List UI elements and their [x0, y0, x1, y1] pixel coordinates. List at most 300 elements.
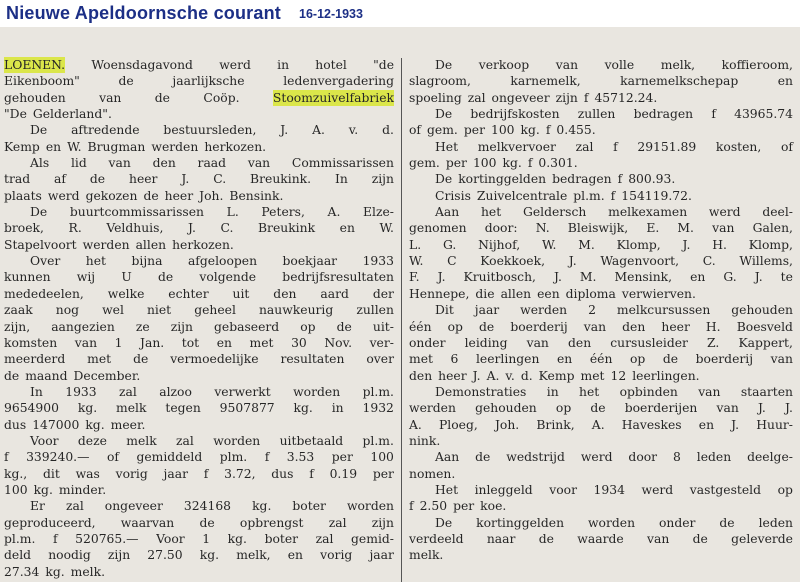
- word: met: [249, 335, 274, 350]
- word: 100: [472, 156, 497, 171]
- word: waarde: [577, 531, 624, 546]
- text-line: [4, 368, 394, 384]
- word: 0.19: [329, 466, 358, 481]
- word: vorig: [115, 466, 148, 481]
- text-line: [409, 498, 793, 514]
- word: f: [527, 156, 533, 171]
- text-line: [409, 188, 793, 204]
- word: en: [777, 74, 793, 89]
- word: 800.93.: [628, 172, 676, 187]
- word: Wagenvoort,: [600, 254, 680, 269]
- word: Klomp,: [748, 237, 793, 252]
- word: den: [567, 335, 592, 350]
- word: koe.: [480, 499, 507, 514]
- word: zijn: [555, 90, 578, 105]
- word: J.: [181, 172, 190, 187]
- text-line: [4, 286, 394, 302]
- word: opbinden: [619, 384, 678, 399]
- text-line: [4, 449, 394, 465]
- word: W.: [541, 237, 557, 252]
- text-line: [4, 515, 394, 531]
- word: met: [409, 352, 433, 367]
- word: A.: [327, 205, 341, 220]
- word: van: [74, 335, 98, 350]
- text-line: [409, 368, 793, 384]
- word: pl.m.: [4, 531, 36, 546]
- word: plm.: [219, 450, 248, 465]
- word: A.: [591, 417, 605, 432]
- text-line: [4, 319, 394, 335]
- text-line: [409, 531, 793, 547]
- text-line: [4, 466, 394, 482]
- word: Geldersch: [522, 205, 587, 220]
- word: van: [647, 531, 670, 546]
- word: onder: [409, 335, 446, 350]
- word: werd: [580, 450, 613, 465]
- word: zal: [176, 433, 194, 448]
- word: wedstrijd: [506, 450, 565, 465]
- word: Woensdagavond: [91, 58, 193, 72]
- word: De: [30, 123, 48, 138]
- word: L.: [409, 237, 422, 252]
- word: worden: [346, 499, 394, 514]
- word: zal: [328, 515, 347, 530]
- word: en: [216, 335, 232, 350]
- text-line: [4, 302, 394, 318]
- word: en: [698, 417, 715, 432]
- word: noodig: [48, 548, 91, 563]
- word: naar: [486, 531, 516, 546]
- text-line: [4, 106, 394, 122]
- word: De: [435, 172, 453, 187]
- word: zal: [65, 499, 84, 514]
- word: pl.m.: [362, 433, 394, 448]
- text-line: [4, 155, 394, 171]
- word: v.: [505, 368, 515, 383]
- word: van: [555, 58, 579, 72]
- word: kg.,: [4, 466, 28, 481]
- word: f: [4, 450, 9, 465]
- word: deel-: [762, 205, 793, 220]
- word: 2.50: [419, 499, 448, 514]
- word: "De: [4, 107, 27, 122]
- masthead: [0, 0, 800, 28]
- word: werd: [219, 58, 251, 72]
- text-line: [409, 302, 793, 318]
- text-line: [409, 515, 793, 531]
- word: per: [445, 156, 467, 171]
- word: kg.: [293, 401, 313, 416]
- word: de: [336, 319, 352, 334]
- word: 339240.—: [26, 450, 90, 465]
- word: één: [589, 352, 613, 367]
- word: de: [133, 352, 149, 367]
- word: lid: [70, 156, 87, 171]
- text-line: [409, 384, 793, 400]
- article-column-left: [4, 57, 394, 580]
- word: uitbetaald: [279, 433, 344, 448]
- word: uit-: [372, 319, 394, 334]
- column-divider: [401, 58, 402, 582]
- highlighted-word: Stoomzuivelfabriek: [272, 90, 394, 105]
- word: C: [447, 254, 457, 269]
- text-line: [4, 433, 394, 449]
- word: melk: [116, 401, 147, 416]
- word: allen: [135, 237, 167, 252]
- word: 12: [610, 368, 627, 383]
- word: De: [435, 515, 453, 530]
- word: W.: [379, 221, 394, 236]
- word: leerlingen.: [632, 368, 700, 383]
- text-line: [409, 220, 793, 236]
- word: den: [152, 156, 176, 171]
- word: Nov.: [324, 335, 353, 350]
- word: Koekkoek,: [480, 254, 546, 269]
- word: tegen: [165, 401, 201, 416]
- word: Het: [435, 482, 459, 497]
- text-line: [409, 253, 793, 269]
- word: M.: [677, 221, 694, 236]
- word: heer: [661, 319, 690, 334]
- word: Veldhuis,: [106, 221, 164, 236]
- text-line: [4, 139, 394, 155]
- word: karnemelk,: [510, 74, 581, 89]
- text-line: [4, 531, 394, 547]
- word: melk.: [409, 548, 444, 563]
- word: zal: [575, 139, 594, 154]
- word: A.: [312, 123, 325, 138]
- word: en: [45, 139, 62, 154]
- word: mededeelen,: [4, 286, 84, 301]
- word: ze: [135, 319, 150, 334]
- word: f: [711, 107, 716, 122]
- text-line: [409, 466, 793, 482]
- word: 9654900: [4, 401, 59, 416]
- word: plaats: [4, 188, 42, 203]
- word: deelge-: [747, 450, 793, 465]
- word: was: [75, 466, 100, 481]
- text-line: [409, 237, 793, 253]
- word: verkoop: [478, 58, 530, 72]
- word: gehouden: [731, 303, 793, 318]
- text-line: [409, 90, 793, 106]
- word: kosten,: [715, 139, 762, 154]
- word: wij: [76, 270, 96, 285]
- word: werden: [151, 139, 199, 154]
- text-line: [409, 139, 793, 155]
- word: de: [590, 401, 606, 416]
- word: trad: [4, 172, 31, 187]
- word: Crisis: [435, 188, 471, 203]
- word: jaar: [369, 548, 394, 563]
- word: bedragen: [552, 172, 612, 187]
- word: en: [287, 548, 304, 563]
- word: van: [99, 90, 122, 105]
- word: onder: [658, 515, 696, 530]
- highlighted-word: LOENEN.: [4, 58, 66, 72]
- word: raad: [197, 156, 227, 171]
- word: cursusleider: [610, 335, 688, 350]
- text-line: [4, 335, 394, 351]
- text-line: [409, 171, 793, 187]
- word: melk,: [236, 548, 271, 563]
- word: dit: [43, 466, 60, 481]
- word: opbrengst: [239, 515, 304, 530]
- word: Bleiswijk,: [567, 221, 629, 236]
- word: f: [545, 123, 551, 138]
- word: verwerkt: [214, 384, 271, 399]
- word: ongeveer: [104, 499, 163, 514]
- word: zijn: [371, 172, 394, 187]
- word: 8: [673, 450, 681, 465]
- word: Joh.: [199, 188, 224, 203]
- word: wel: [102, 303, 124, 318]
- text-line: [409, 319, 793, 335]
- word: C.: [702, 254, 716, 269]
- text-line: [409, 335, 793, 351]
- word: vermoedelijke: [170, 352, 259, 367]
- word: met: [580, 368, 605, 383]
- word: de: [479, 319, 495, 334]
- word: of: [106, 450, 119, 465]
- word: A.: [409, 417, 422, 432]
- word: gekozen: [85, 188, 138, 203]
- text-line: [409, 204, 793, 220]
- word: werd: [47, 188, 80, 203]
- word: Klomp,: [616, 237, 661, 252]
- word: melkvervoer: [477, 139, 556, 154]
- word: f: [610, 188, 616, 203]
- word: 147000: [32, 417, 80, 432]
- text-line: [4, 547, 394, 563]
- word: koffieroom,: [721, 58, 793, 72]
- word: Breukink.: [250, 172, 312, 187]
- word: Er: [30, 499, 45, 514]
- word: Elze-: [363, 205, 394, 220]
- text-line: [409, 122, 793, 138]
- word: J.: [568, 254, 577, 269]
- text-line: [409, 57, 793, 73]
- word: E.: [646, 221, 660, 236]
- text-line: [4, 417, 394, 433]
- word: alzoo: [159, 384, 192, 399]
- word: op: [555, 401, 572, 416]
- word: en: [557, 352, 573, 367]
- word: December.: [73, 368, 141, 383]
- word: Jan.: [140, 335, 165, 350]
- word: melk,: [660, 58, 696, 72]
- word: M.: [578, 237, 595, 252]
- word: 3.72,: [224, 466, 256, 481]
- text-line: [4, 237, 394, 253]
- word: de: [89, 172, 106, 187]
- word: van: [712, 221, 735, 236]
- word: staarten: [740, 384, 793, 399]
- word: In: [30, 384, 43, 399]
- word: ongeveer: [491, 90, 550, 105]
- word: volle: [604, 58, 635, 72]
- word: de: [538, 531, 554, 546]
- word: nomen.: [409, 466, 456, 481]
- word: kg.: [45, 564, 65, 579]
- word: nog: [55, 303, 80, 318]
- word: komsten: [4, 335, 58, 350]
- word: op: [447, 319, 463, 334]
- word: R.: [68, 221, 82, 236]
- word: De: [435, 58, 453, 72]
- word: echter: [168, 286, 209, 301]
- text-line: [4, 188, 394, 204]
- word: 27.50: [147, 548, 183, 563]
- word: De: [30, 205, 48, 220]
- word: heer: [164, 188, 194, 203]
- word: vorig: [320, 548, 353, 563]
- word: nauwkeurig: [258, 303, 334, 318]
- word: melkexamen: [608, 205, 688, 220]
- word: resultaten: [280, 352, 345, 367]
- word: Hennepe,: [409, 286, 470, 301]
- word: W.: [409, 254, 424, 269]
- word: Commissarissen: [291, 156, 394, 171]
- text-line: [409, 417, 793, 433]
- word: 6: [450, 352, 459, 367]
- word: L.: [226, 205, 239, 220]
- word: met: [87, 352, 112, 367]
- word: werden: [82, 237, 130, 252]
- word: Dit: [435, 303, 454, 318]
- word: per: [453, 499, 475, 514]
- text-line: [4, 204, 394, 220]
- word: het: [480, 205, 502, 220]
- text-line: [4, 482, 394, 498]
- word: kg.: [520, 123, 540, 138]
- word: de: [199, 515, 215, 530]
- word: gemiddeld: [136, 450, 203, 465]
- newspaper-title: Nieuwe Apeldoornsche courant: [6, 3, 281, 23]
- text-line: [409, 449, 793, 465]
- word: broek,: [4, 221, 44, 236]
- word: f: [309, 466, 314, 481]
- word: voor: [549, 482, 577, 497]
- word: f: [409, 499, 414, 514]
- word: kunnen: [4, 270, 51, 285]
- word: kortinggelden: [476, 515, 565, 530]
- word: van: [770, 352, 793, 367]
- word: het: [85, 254, 106, 269]
- word: J.: [280, 123, 289, 138]
- word: gehouden: [4, 90, 66, 105]
- word: 27.34: [4, 564, 40, 579]
- word: een: [537, 286, 560, 301]
- word: aard: [320, 286, 349, 301]
- word: genomen: [409, 221, 467, 236]
- word: Eikenboom": [4, 74, 80, 89]
- word: Voor: [30, 433, 59, 448]
- word: leerlingen: [475, 352, 540, 367]
- word: J.: [784, 401, 793, 416]
- word: d.: [382, 123, 394, 138]
- word: zijn: [170, 319, 193, 334]
- word: de: [154, 90, 170, 105]
- word: de: [143, 188, 159, 203]
- word: herkozen.: [204, 139, 267, 154]
- word: J.: [187, 221, 196, 236]
- word: worden: [293, 384, 341, 399]
- word: van: [716, 401, 739, 416]
- word: den: [273, 286, 297, 301]
- word: bestuursleden,: [163, 123, 257, 138]
- word: Nijhof,: [478, 237, 521, 252]
- word: zullen: [356, 303, 394, 318]
- word: pl.m.: [573, 188, 605, 203]
- word: M.: [579, 270, 597, 285]
- word: boter: [264, 531, 299, 546]
- word: per: [372, 466, 394, 481]
- word: van: [698, 384, 721, 399]
- word: W.: [67, 139, 82, 154]
- word: verdeeld: [409, 531, 464, 546]
- word: A.: [486, 368, 500, 383]
- text-line: [4, 498, 394, 514]
- word: slagroom,: [409, 74, 471, 89]
- word: buurtcommissarissen: [69, 205, 205, 220]
- word: aangezien: [51, 319, 115, 334]
- word: Voor: [156, 531, 185, 546]
- text-line: [4, 171, 394, 187]
- text-line: [409, 286, 793, 302]
- word: Aan: [435, 450, 460, 465]
- word: den: [622, 319, 646, 334]
- word: Brink,: [536, 417, 575, 432]
- word: boerderij: [695, 352, 754, 367]
- word: Zuivelcentrale: [476, 188, 568, 203]
- word: In: [334, 172, 348, 187]
- word: 1933: [362, 254, 394, 269]
- word: H.: [712, 237, 727, 252]
- word: N.: [535, 221, 550, 236]
- text-line: [409, 269, 793, 285]
- word: 1934: [593, 482, 625, 497]
- text-line: [409, 106, 793, 122]
- word: U: [121, 270, 132, 285]
- word: d.: [520, 368, 533, 383]
- word: werden: [520, 303, 568, 318]
- word: 154119.72.: [621, 188, 692, 203]
- word: van: [108, 156, 131, 171]
- word: J.: [472, 368, 481, 383]
- word: pl.m.: [362, 384, 394, 399]
- word: nink.: [409, 433, 441, 448]
- word: leden: [696, 450, 732, 465]
- word: geleverde: [731, 531, 793, 546]
- word: Mensink,: [614, 270, 673, 285]
- word: Bensink.: [229, 188, 284, 203]
- word: de: [157, 270, 174, 285]
- word: zal: [467, 90, 486, 105]
- word: worden: [587, 515, 636, 530]
- word: spoeling: [409, 90, 462, 105]
- word: Demonstraties: [435, 384, 527, 399]
- word: aftredende: [71, 123, 140, 138]
- word: J.: [754, 270, 763, 285]
- word: 29151.89: [637, 139, 697, 154]
- word: uit: [232, 286, 250, 301]
- word: zaak: [4, 303, 33, 318]
- word: Stapelvoort: [4, 237, 77, 252]
- word: 324168: [183, 499, 232, 514]
- word: Joh.: [494, 417, 520, 432]
- word: door: [628, 450, 658, 465]
